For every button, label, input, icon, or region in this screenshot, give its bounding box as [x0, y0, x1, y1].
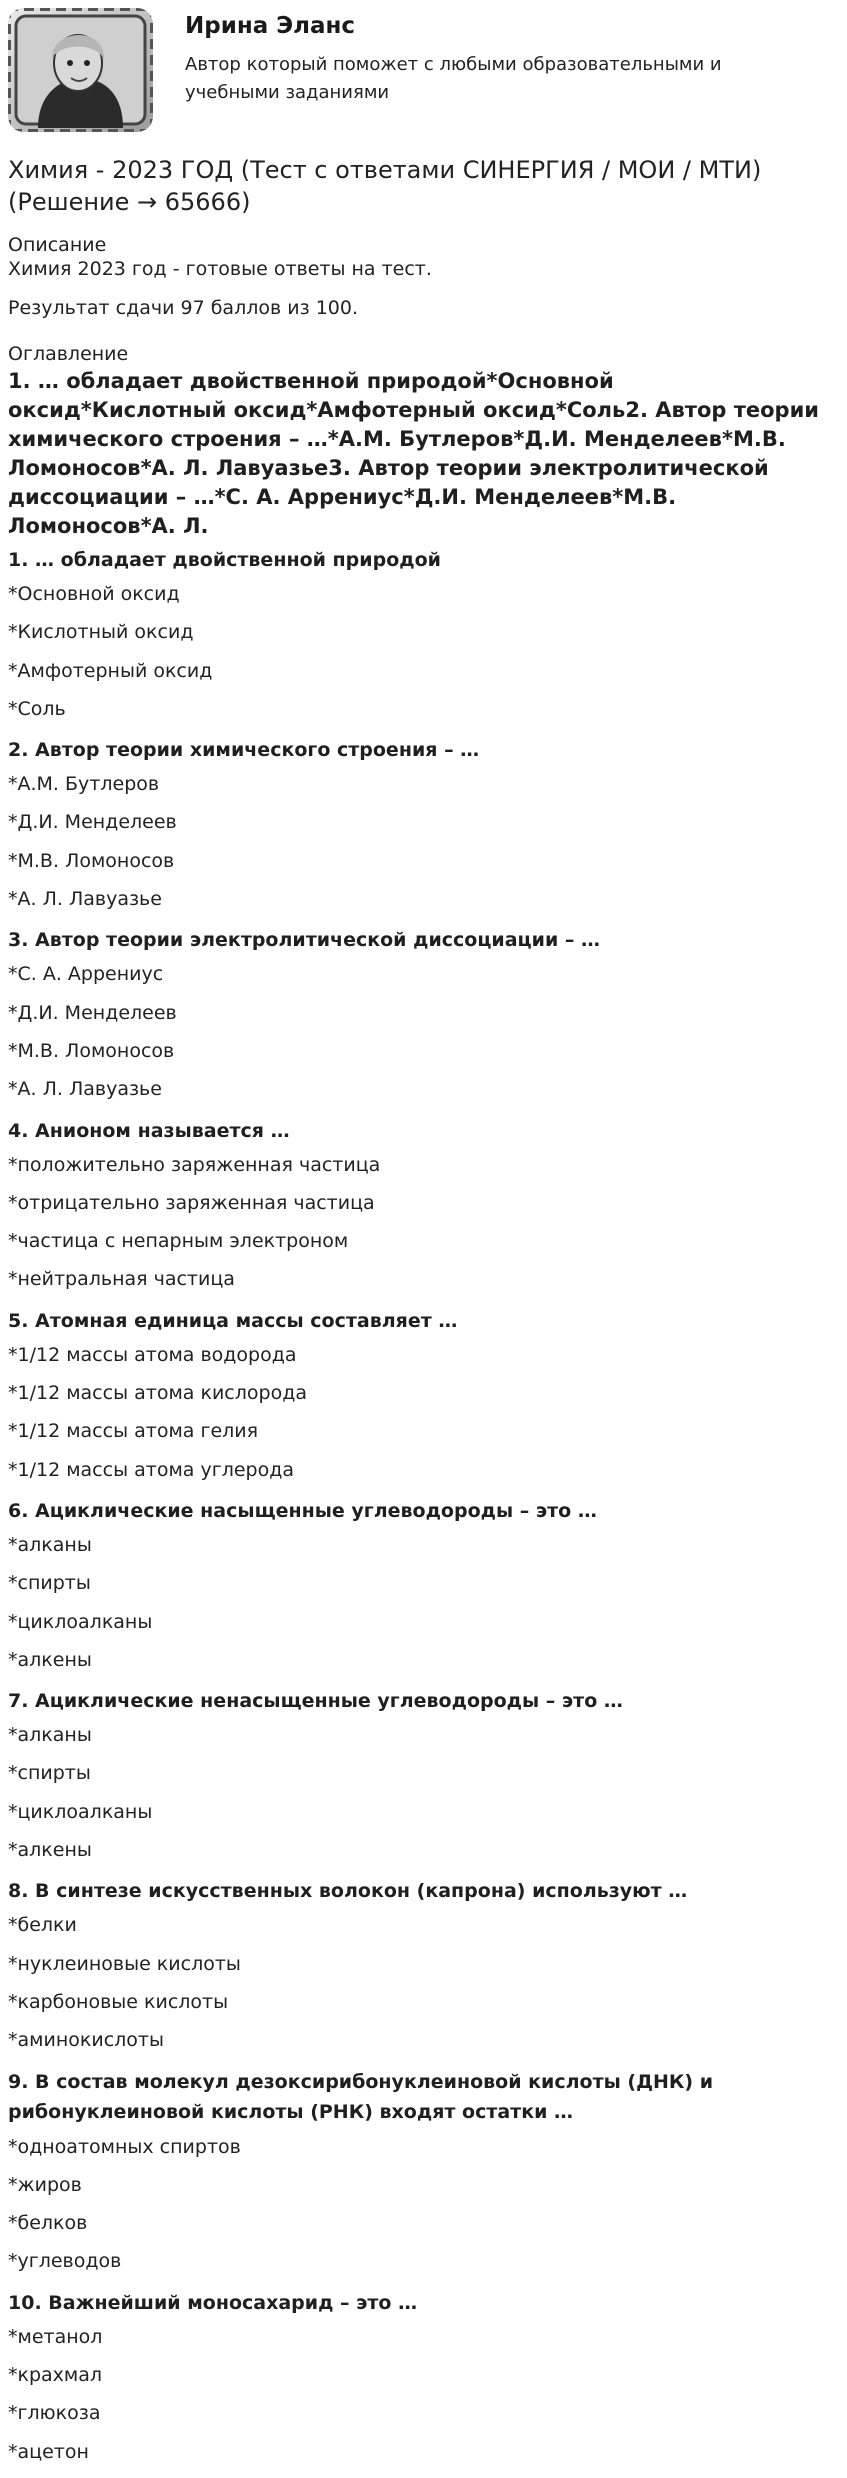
answer-option: *Д.И. Менделеев — [8, 1001, 177, 1024]
answer-option: *С. А. Аррениус — [8, 963, 164, 986]
answer-option: *спирты — [8, 1762, 91, 1785]
answer-option: *А. Л. Лавуазье — [8, 1078, 162, 1101]
answer-option: *белков — [8, 2212, 88, 2235]
question-title: 7. Ациклические ненасыщенные углеводороды – это … — [8, 1690, 623, 1713]
answer-option: *нейтральная частица — [8, 1268, 235, 1291]
answer-option: *Кислотный оксид — [8, 621, 194, 644]
question-title: 8. В синтезе искусственных волокон (капрона) используют … — [8, 1880, 688, 1903]
avatar-photo-icon — [8, 8, 153, 132]
answer-option: *алкены — [8, 1648, 92, 1671]
answer-option: *положительно заряженная частица — [8, 1153, 381, 1176]
description-label: Описание — [8, 234, 107, 256]
answer-option: *глюкоза — [8, 2402, 101, 2425]
description-line-1: Химия 2023 год - готовые ответы на тест. — [8, 258, 432, 280]
page-title: Химия - 2023 ГОД (Тест с ответами СИНЕРГИЯ / МОИ / МТИ) (Решение → 65666) — [8, 156, 762, 216]
description-line-2: Результат сдачи 97 баллов из 100. — [8, 297, 359, 319]
question-title: 1. … обладает двойственной природой — [8, 549, 441, 571]
answer-option: *1/12 массы атома углерода — [8, 1458, 294, 1481]
author-info — [185, 8, 785, 107]
answer-option: *А.М. Бутлеров — [8, 773, 160, 796]
answer-option: *спирты — [8, 1572, 91, 1595]
answer-option: *Основной оксид — [8, 583, 180, 605]
author-card — [8, 8, 839, 143]
question-title: 3. Автор теории электролитической диссоциации – … — [8, 929, 600, 952]
author-avatar[interactable] — [8, 8, 153, 132]
answer-option: *углеводов — [8, 2250, 122, 2273]
question-title: 9. В состав молекул дезоксирибонуклеиновой кислоты (ДНК) и рибонуклеиновой кислоты (РНК) входят остатки … — [8, 2070, 714, 2123]
answer-option: *алканы — [8, 1724, 92, 1747]
answer-option: *карбоновые кислоты — [8, 1990, 229, 2013]
answer-option: *отрицательно заряженная частица — [8, 1191, 375, 1214]
question-title: 5. Атомная единица массы составляет … — [8, 1309, 458, 1332]
answer-option: *1/12 массы атома кислорода — [8, 1382, 307, 1405]
answer-option: *алкены — [8, 1839, 92, 1862]
question-title: 6. Ациклические насыщенные углеводороды – это … — [8, 1499, 597, 1522]
question-title: 2. Автор теории химического строения – … — [8, 739, 480, 762]
question-title: 10. Важнейший моносахарид – это … — [8, 2291, 418, 2314]
answer-option: *циклоалканы — [8, 1800, 153, 1823]
answer-option: *Амфотерный оксид — [8, 659, 213, 682]
answer-option: *1/12 массы атома водорода — [8, 1343, 297, 1366]
answer-option: *белки — [8, 1914, 77, 1937]
answer-option: *1/12 массы атома гелия — [8, 1420, 259, 1443]
answer-option: *А. Л. Лавуазье — [8, 888, 162, 911]
answer-option: *М.В. Ломоносов — [8, 849, 175, 872]
author-name[interactable]: Ирина Эланс — [185, 13, 356, 39]
answer-option: *крахмал — [8, 2363, 103, 2386]
question-title: 4. Анионом называется … — [8, 1119, 290, 1142]
answer-option: *Соль — [8, 697, 66, 720]
answer-option: *метанол — [8, 2325, 103, 2348]
answer-option: *циклоалканы — [8, 1610, 153, 1633]
answer-option: *жиров — [8, 2173, 82, 2196]
questions-list — [8, 545, 839, 2478]
author-description: Автор который поможет с любыми образовательными и учебными заданиями — [185, 54, 722, 103]
answer-option: *аминокислоты — [8, 2029, 164, 2052]
toc-label: Оглавление — [8, 343, 129, 365]
answer-option: *частица с непарным электроном — [8, 1230, 349, 1253]
toc-text: 1. … обладает двойственной природой*Основной оксид*Кислотный оксид*Амфотерный оксид*Соль2. Автор теории химического строения – …*А.М. Бутлеров*Д.И. Менделеев*М.В. Ломоносов*А. Л. Лавуазье3. Автор теории электролитической диссоциации – …*С. А. Аррениус*Д.И. Менделеев*М.В. Ломоносов*А. Л. — [8, 369, 820, 538]
answer-option: *алканы — [8, 1533, 92, 1556]
answer-option: *нуклеиновые кислоты — [8, 1952, 241, 1975]
answer-option: *М.В. Ломоносов — [8, 1039, 175, 1062]
answer-option: *Д.И. Менделеев — [8, 811, 177, 834]
answer-option: *ацетон — [8, 2440, 89, 2463]
answer-option: *одноатомных спиртов — [8, 2135, 241, 2158]
